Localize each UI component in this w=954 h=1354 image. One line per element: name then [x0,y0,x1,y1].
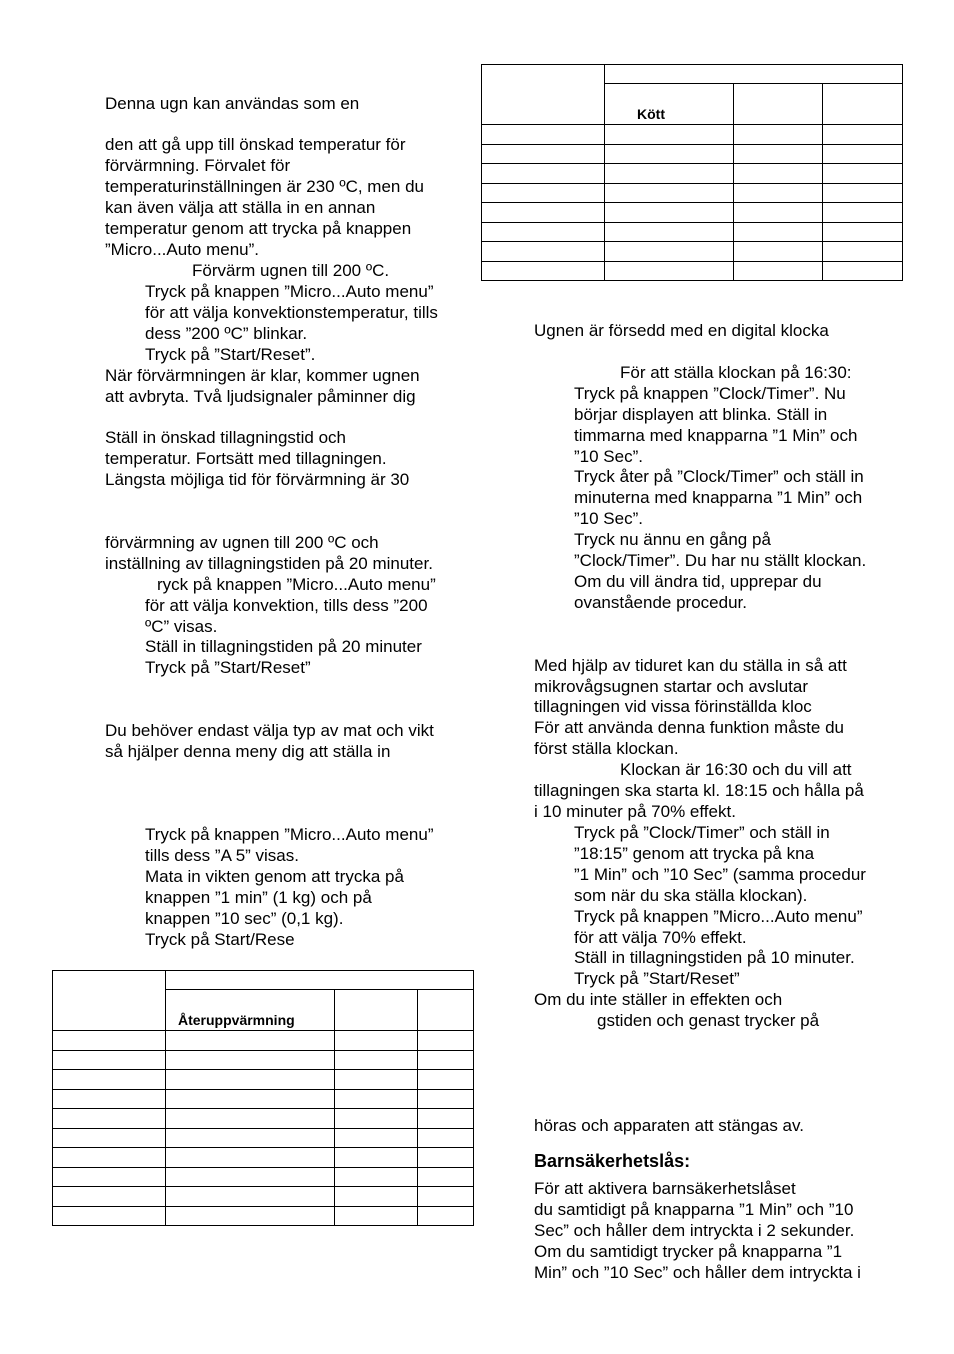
text-line: temperatur genom att trycka på knappen [105,219,412,238]
text-line: Ugnen är försedd med en digital klocka [534,321,829,340]
text-line: förvärmning av ugnen till 200 ºC och [105,533,379,552]
text-line: knappen ”10 sec” (0,1 kg). [145,909,344,928]
table-cell [823,222,903,242]
table-cell [335,1206,418,1226]
table-cell [418,1031,474,1051]
table-cell [482,125,605,145]
table-cell [734,144,823,164]
table-cell [335,1031,418,1051]
table-cell [605,242,734,262]
table-row [53,1109,474,1129]
text-line: kan även välja att ställa in en annan [105,198,376,217]
text-line: knappen ”1 min” (1 kg) och på [145,888,372,907]
table-cell [166,1148,335,1168]
text-line: Tryck på Start/Rese [145,930,295,949]
table-row [482,125,903,145]
section-heading-child-lock: Barnsäkerhetslås: [534,1151,691,1171]
text-line: Med hjälp av tiduret kan du ställa in så att [534,656,847,675]
text-line: Ställ in tillagningstiden på 20 minuter [145,637,422,656]
table-row [53,1031,474,1051]
text-line: När förvärmningen är klar, kommer ugnen [105,366,420,385]
table-cell [418,990,474,1031]
text-line: Tryck på ”Start/Reset”. [145,345,316,364]
table-row [53,1167,474,1187]
table-cell [605,261,734,281]
text-line: temperaturinställningen är 230 ºC, men du [105,177,424,196]
table-cell [166,1109,335,1129]
text-line: minuterna med knapparna ”1 Min” och [574,488,863,507]
text-line: börjar displayen att blinka. Ställ in [574,405,828,424]
table-row [482,144,903,164]
table-cell [605,144,734,164]
table-cell [166,1070,335,1090]
table-cell [166,1167,335,1187]
table-header-label: Kött [605,84,734,125]
table-cell [53,1089,166,1109]
text-line: temperatur. Fortsätt med tillagningen. [105,449,387,468]
table-cell [605,125,734,145]
table-cell [53,1070,166,1090]
table-cell [734,183,823,203]
text-line: gstiden och genast trycker på [597,1011,820,1030]
text-line: Tryck på knappen ”Clock/Timer”. Nu [574,384,846,403]
table-cell [335,1167,418,1187]
table-cell [335,1148,418,1168]
table-cell [734,222,823,242]
text-line: ”10 Sec”. [574,509,643,528]
table-cell [166,971,474,990]
table-cell [166,1187,335,1207]
text-line: Tryck på knappen ”Micro...Auto menu” [145,282,434,301]
table-cell [53,1050,166,1070]
table-cell [605,222,734,242]
table-cell [418,1089,474,1109]
table-row [482,183,903,203]
table-cell [335,1109,418,1129]
text-line: För att aktivera barnsäkerhetslåset [534,1179,796,1198]
text-line: För att använda denna funktion måste du [534,718,844,737]
table-row [482,164,903,184]
text-line: ovanstående procedur. [574,593,747,612]
table-cell [482,203,605,223]
text-line: Klockan är 16:30 och du vill att [620,760,852,779]
text-line: timmarna med knapparna ”1 Min” och [574,426,858,445]
text-line: Tryck på ”Start/Reset” [145,658,311,677]
text-line: den att gå upp till önskad temperatur för [105,135,406,154]
table-cell [734,261,823,281]
table-cell [418,1187,474,1207]
text-line: Tryck åter på ”Clock/Timer” och ställ in [574,467,864,486]
table-cell [166,1128,335,1148]
text-line: mikrovågsugnen startar och avslutar [534,677,809,696]
table-cell [418,1070,474,1090]
table-cell [53,1109,166,1129]
table-cell [823,164,903,184]
table-cell [734,84,823,125]
table-row [53,1148,474,1168]
text-line: Tryck på ”Start/Reset” [574,969,740,988]
table-cell [734,242,823,262]
text-line: att avbryta. Två ljudsignaler påminner dig [105,387,416,406]
text-line: Tryck på knappen ”Micro...Auto menu” [574,907,863,926]
text-line: ºC” visas. [145,617,218,636]
table-cell [53,1187,166,1207]
text-line: så hjälper denna meny dig att ställa in [105,742,391,761]
table-row [53,1206,474,1226]
table-cell [335,1128,418,1148]
table-cell [53,1128,166,1148]
table-cell [823,261,903,281]
table-cell [605,183,734,203]
table-row [482,242,903,262]
table-cell [482,65,605,125]
text-line: Tryck nu ännu en gång på [574,530,771,549]
table-row [482,222,903,242]
table-cell [166,1050,335,1070]
text-line: Om du vill ändra tid, upprepar du [574,572,822,591]
text-line: för att välja konvektion, tills dess ”200 [145,596,428,615]
text-line: ”Clock/Timer”. Du har nu ställt klockan. [574,551,867,570]
table-cell [53,1206,166,1226]
table-cell [823,144,903,164]
text-line: du samtidigt på knapparna ”1 Min” och ”10 [534,1200,854,1219]
table-cell [605,203,734,223]
table-cell [418,1109,474,1129]
table-cell [482,164,605,184]
table-cell [418,1050,474,1070]
table-header-label: Återuppvärmning [166,990,335,1031]
table-cell [605,65,903,84]
table-row [482,203,903,223]
text-line: Om du inte ställer in effekten och [534,990,783,1009]
table-row [53,1089,474,1109]
table-cell [335,1089,418,1109]
table-cell [605,164,734,184]
text-line: inställning av tillagningstiden på 20 minuter. [105,554,433,573]
text-line: Ställ in tillagningstiden på 10 minuter. [574,948,855,967]
table-row [53,1070,474,1090]
table-cell [734,125,823,145]
text-line: Tryck på ”Clock/Timer” och ställ in [574,823,830,842]
text-line: Denna ugn kan användas som en [105,94,360,113]
text-line: ”Micro...Auto menu”. [105,240,259,259]
table-cell [482,144,605,164]
table-row [53,1187,474,1207]
table-cell [734,203,823,223]
text-line: tillagningen vid vissa förinställda kloc [534,697,812,716]
table-cell [335,1187,418,1207]
table-row [53,1050,474,1070]
text-line: tillagningen ska starta kl. 18:15 och hålla på [534,781,864,800]
text-line: Tryck på knappen ”Micro...Auto menu” [145,825,434,844]
text-line: för att välja konvektionstemperatur, tills [145,303,438,322]
text-line: tills dess ”A 5” visas. [145,846,299,865]
text-line: Mata in vikten genom att trycka på [145,867,404,886]
text-line: Min” och ”10 Sec” och håller dem intryckta i [534,1263,861,1282]
table-row [482,261,903,281]
text-line: Sec” och håller dem intryckta i 2 sekunder. [534,1221,855,1240]
text-line: ”18:15” genom att trycka på kna [574,844,815,863]
table-cell [335,990,418,1031]
text-line: som när du ska ställa klockan). [574,886,808,905]
table-cell [734,164,823,184]
table-cell [823,125,903,145]
table-cell [418,1167,474,1187]
text-line: Förvärm ugnen till 200 ºC. [192,261,390,280]
table-cell [482,183,605,203]
table-cell [823,183,903,203]
table-cell [53,971,166,1031]
text-line: dess ”200 ºC” blinkar. [145,324,308,343]
text-line: höras och apparaten att stängas av. [534,1116,804,1135]
table-cell [335,1070,418,1090]
text-line: Om du samtidigt trycker på knapparna ”1 [534,1242,843,1261]
table-cell [418,1128,474,1148]
text-line: i 10 minuter på 70% effekt. [534,802,736,821]
table-cell [166,1206,335,1226]
cooking-table-reheat [52,970,474,1226]
text-line: ryck på knappen ”Micro...Auto menu” [157,575,436,594]
text-line: Längsta möjliga tid för förvärmning är 30 [105,470,410,489]
table-cell [482,222,605,242]
table-cell [53,1167,166,1187]
table-cell [482,261,605,281]
text-line: först ställa klockan. [534,739,679,758]
table-cell [823,203,903,223]
text-line: ”10 Sec”. [574,447,643,466]
table-cell [823,84,903,125]
table-cell [166,1031,335,1051]
text-line: Du behöver endast välja typ av mat och vikt [105,721,434,740]
table-cell [418,1206,474,1226]
text-line: ”1 Min” och ”10 Sec” (samma procedur [574,865,866,884]
table-cell [53,1031,166,1051]
table-cell [53,1148,166,1168]
table-cell [166,1089,335,1109]
text-line: för att välja 70% effekt. [574,928,747,947]
table-cell [482,242,605,262]
text-line: Ställ in önskad tillagningstid och [105,428,346,447]
table-row [53,1128,474,1148]
table-cell [335,1050,418,1070]
text-line: För att ställa klockan på 16:30: [620,363,852,382]
table-cell [823,242,903,262]
table-cell [418,1148,474,1168]
cooking-table-meat [481,64,903,281]
text-line: förvärmning. Förvalet för [105,156,291,175]
